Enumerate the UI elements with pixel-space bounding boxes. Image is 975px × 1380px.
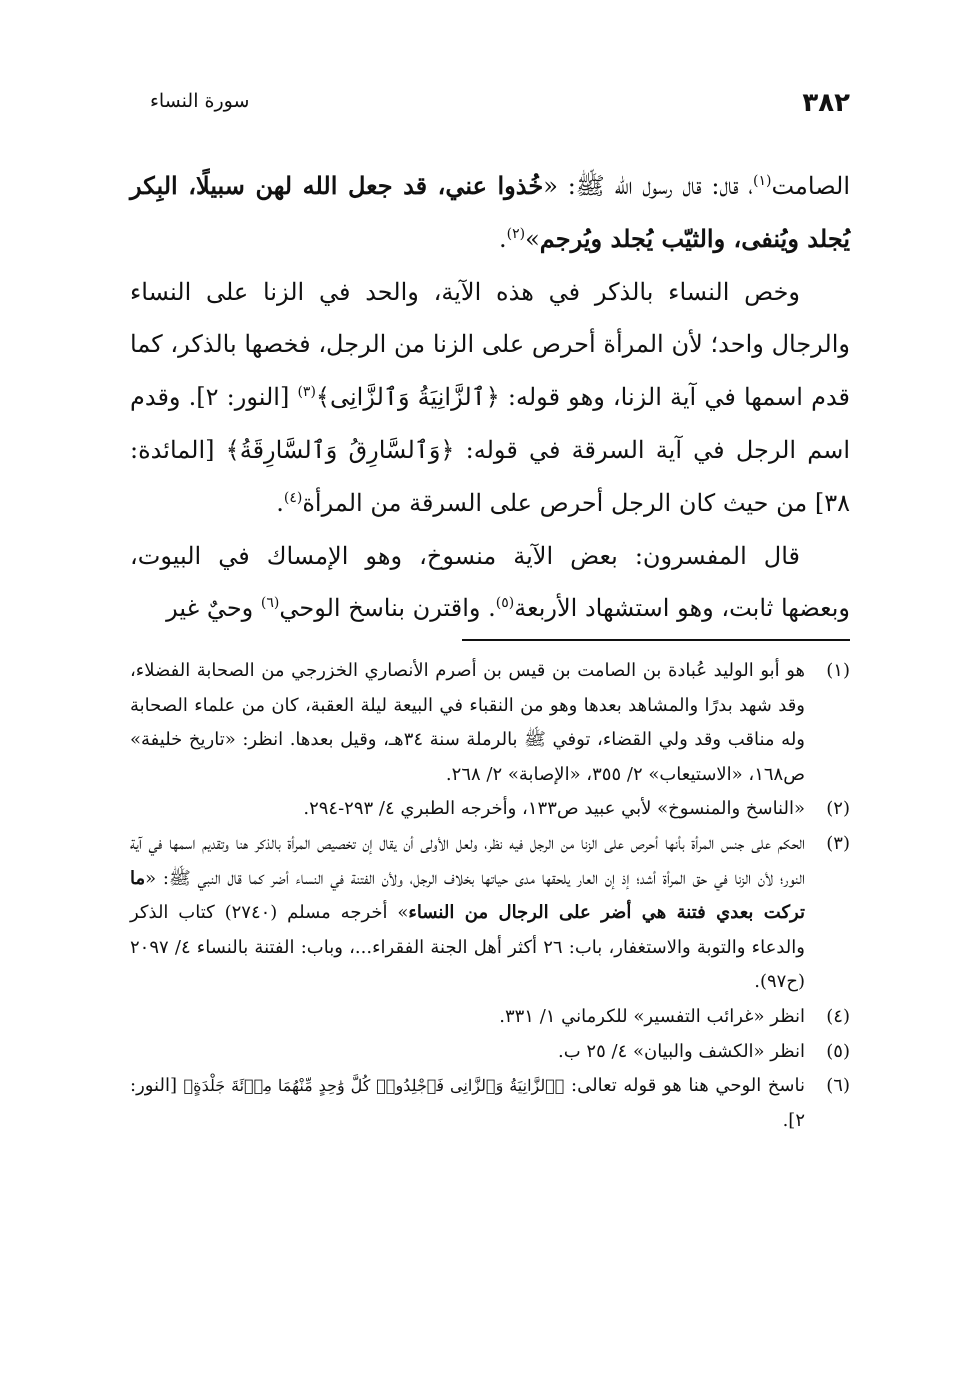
text-run: . — [276, 488, 284, 517]
text-run: . — [499, 224, 507, 253]
quran-verse: ﴿ٱلزَّانِيَةُ وَٱلزَّانِى﴾ — [315, 383, 500, 412]
footnote-ref[interactable]: (٦) — [260, 595, 280, 612]
text-run: [النور: ٢]. — [130, 1075, 805, 1131]
quran-verse: ﴿وَٱلسَّارِقُ وَٱلسَّارِقَةُ﴾ — [225, 435, 455, 464]
text-run: الحكم على جنس المرأة بأنها أحرص على الزنا من الرجل فيه نظر، ولعل الأولى أن يقال إن تخصيص المرأة بالذكر هنا وتقديم اسمها في آية النور؛ لأن الزنا في حق المرأة أشد؛ إذ إن العار يلحقها مدى حياتها بخلاف الرجل، ولأن الفتنة في النساء أضر كما قال النبي ﷺ: « — [130, 832, 805, 889]
footnote-text — [130, 1069, 805, 1138]
text-run: . واقترن بناسخ الوحي — [279, 594, 496, 623]
footnote-1 — [130, 654, 850, 792]
footnote-2 — [130, 792, 850, 827]
text-run: ناسخ الوحي هنا هو قوله تعالى: — [564, 1075, 806, 1097]
text-run: ، قال: قال رسول الله ﷺ: « — [543, 172, 754, 200]
footnote-number: (٦) — [826, 1075, 850, 1097]
paragraph-1 — [130, 160, 850, 266]
footnote-text: «الناسخ والمنسوخ» لأبي عبيد ص١٣٣، وأخرجه الطبري ٤/ ٢٩٣-٢٩٤. — [303, 798, 805, 820]
footnote-text: انظر «الكشف والبيان» ٤/ ٢٥ ب. — [558, 1040, 805, 1062]
footnote-3 — [130, 827, 850, 1000]
text-run: قال المفسرون: بعض الآية منسوخ، وهو الإمساك في البيوت، وبعضها ثابت، وهو استشهاد الأربعة — [130, 541, 850, 623]
footnote-ref[interactable]: (٢) — [506, 225, 526, 242]
hadith-quote: خُذوا عني، قد جعل الله لهن سبيلًا، البِكر يُجلد ويُنفى، والثيّب يُجلد ويُرجم — [130, 171, 850, 253]
footnote-4 — [130, 1000, 850, 1035]
footnote-number: (٤) — [826, 1005, 850, 1027]
quran-verse: ﴿ٱلزَّانِيَةُ وَٱلزَّانِى فَٱجْلِدُوا۟ كُلَّ وَٰحِدٍ مِّنْهُمَا مِا۟ئَةَ جَلْدَةٍ﴾ — [183, 1076, 565, 1096]
text-run: [المائدة: ٣٨] من حيث كان الرجل أحرص على السرقة من المرأة — [130, 435, 850, 517]
text-run: » أخرجه مسلم (٢٧٤٠) كتاب الذكر والدعاء والتوبة والاستغفار، باب: ٢٦ أكثر أهل الجنة الفقراء...، وباب: الفتنة بالنساء ٤/ ٢٠٩٧ (ح٩٧). — [130, 902, 805, 993]
paragraph-2 — [130, 266, 850, 530]
paragraph-3 — [130, 530, 850, 636]
hadith-quote: ما تركت بعدي فتنة هي أضر على الرجال من النساء — [130, 867, 805, 924]
footnote-text — [130, 827, 805, 1000]
footnote-number: (٥) — [826, 1040, 850, 1062]
footnote-ref[interactable]: (١) — [753, 173, 772, 189]
text-run: [النور: ٢]. وقدم اسم الرجل في آية السرقة في قوله: — [130, 383, 850, 464]
footnote-separator — [462, 639, 850, 641]
footnote-5 — [130, 1035, 850, 1070]
running-title: سورة النساء — [150, 90, 250, 112]
footnote-text: انظر «غرائب التفسير» للكرماني ١/ ٣٣١. — [499, 1005, 805, 1027]
text-run: الصامت — [771, 172, 851, 200]
footnote-ref[interactable]: (٥) — [495, 595, 515, 612]
page-number: ٣٨٢ — [802, 88, 850, 118]
footnote-ref[interactable]: (٣) — [297, 384, 316, 401]
footnote-number: (٣) — [826, 832, 850, 854]
footnotes — [130, 654, 850, 1138]
footnote-number: (١) — [826, 660, 850, 681]
main-text — [130, 160, 850, 635]
footnote-ref[interactable]: (٤) — [283, 489, 303, 506]
page-header — [125, 80, 850, 130]
footnote-6 — [130, 1069, 850, 1138]
footnote-text: هو أبو الوليد عُبادة بن الصامت بن قيس بن أصرم الأنصاري الخزرجي من الصحابة الفضلاء، وقد شهد بدرًا والمشاهد بعدها وهو من النقباء في البيعة ليلة العقبة، كان من علماء الصحابة وله مناقب وقد ولي القضاء، توفي ﷺ بالرملة سنة ٣٤هـ، وقيل بعدها. انظر: «تاريخ خليفة» ص١٦٨، «الاستيعاب» ٢/ ٣٥٥، «الإصابة» ٢/ ٢٦٨. — [130, 660, 805, 785]
footnote-number: (٢) — [826, 798, 850, 820]
text-run: » — [525, 224, 540, 253]
text-run: وخص النساء بالذكر في هذه الآية، والحد في الزنا على النساء والرجال واحد؛ لأن المرأة أحرص على الزنا من الرجل، فخصها بالذكر، كما قدم اسمها في آية الزنا، وهو قوله: — [130, 277, 851, 412]
text-run: وحيٌ غير — [166, 594, 261, 623]
